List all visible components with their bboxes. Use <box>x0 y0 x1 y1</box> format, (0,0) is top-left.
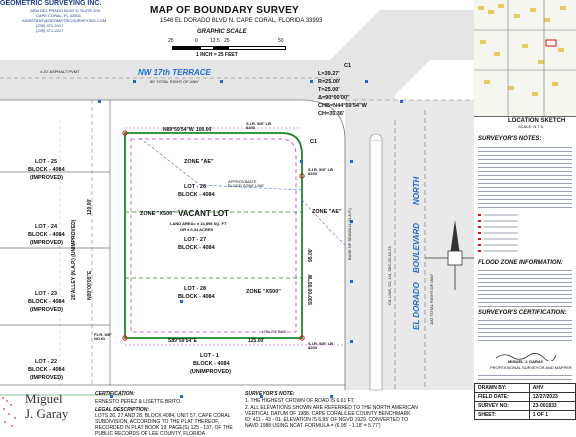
vacant-lot-area: LAND AREA= ± 14,895 SQ. FT <box>170 221 227 226</box>
lot-28-block: BLOCK - 4084 <box>178 294 215 300</box>
bearing-left: N00°00'05"E <box>87 270 93 300</box>
seawall-label: BASE OF SEAWALL (N.A.P.) <box>347 208 352 260</box>
surveyor-note-heading: SURVEYOR'S NOTE: <box>245 391 295 397</box>
road-row-nw17: 50' TOTAL RIGHT-OF-WAY <box>150 79 199 84</box>
left-lot-24-status: (IMPROVED) <box>30 240 63 246</box>
legal-line-1: LOTS 26, 27 AND 28, BLOCK 4084, UNIT 57, CAPE CORAL <box>95 413 231 419</box>
surveyor-notes-body <box>478 144 572 211</box>
surveyor-cert-body <box>478 317 572 344</box>
legal-line-2: SUBDIVISION, ACCORDING TO THE PLAT THEREOF, <box>95 419 220 425</box>
alley-label: 20'ALLEY (N.A.P.) (UNIMPROVED) <box>71 219 77 300</box>
left-lot-24-block: BLOCK - 4084 <box>28 232 65 238</box>
scale-tick: 12.5 <box>210 38 220 44</box>
utility-box-label: UTILITY BOX <box>262 329 287 334</box>
company-address-2: CAPE CORAL, FL 33904 <box>36 13 81 18</box>
drawn-by-value: AHV <box>529 384 575 393</box>
legal-line-4: PUBLIC RECORDS OF LEE COUNTY, FLORIDA <box>95 431 205 437</box>
graphic-scale-note: 1 INCH = 25 FEET <box>196 52 238 58</box>
company-phone-1: (239) 471-2417 <box>36 23 64 28</box>
field-date-value: 12/27/2023 <box>529 393 575 402</box>
vacant-lot-acres: OR ± 0.34 ACRES <box>180 227 214 232</box>
curve-t: T=25.00' <box>318 87 340 93</box>
signature-last: J. Garay <box>25 406 69 421</box>
road-label-eldorado-a: EL DORADO <box>412 282 421 330</box>
curve-chb: CHB=N44°59'54"W <box>318 103 367 109</box>
centerline-label: C/L LINE, S2, 1/4, SEC.32-43-23 <box>387 246 392 305</box>
curve-delta: Δ=90°00'00" <box>318 95 350 101</box>
left-lot-25-status: (IMPROVED) <box>30 175 63 181</box>
company-address-1: 2804 DEL PRADO BLVD S. SUITE 205 <box>30 8 100 13</box>
scale-tick: 25 <box>224 38 230 44</box>
bottom-lot-1-status: (UNIMPROVED) <box>190 369 231 375</box>
bearing-top: N89°59'54"W <box>163 127 194 133</box>
road-median <box>370 140 382 390</box>
surveyor-note-line-2: 2. ALL ELEVATIONS SHOWN ARE REFERRED TO THE NORTH AMERICAN <box>245 405 418 411</box>
field-date-label: FIELD DATE: <box>475 393 530 402</box>
scale-tick: 50 <box>278 38 284 44</box>
bottom-lot-1-block: BLOCK - 4084 <box>193 361 230 367</box>
cert-surveyor-title: PROFESSIONAL SURVEYOR AND MAPPER <box>490 365 572 370</box>
title-block <box>474 383 576 432</box>
company-phone-2: (239) 471-2217 <box>36 28 64 33</box>
company-name: GEOMETRIC SURVEYING INC. <box>0 0 102 7</box>
lot-26-label: LOT - 26 <box>184 184 207 190</box>
left-lot-23-block: BLOCK - 4084 <box>28 299 65 305</box>
curve-r: R=25.00' <box>318 79 341 85</box>
bearing-right-dist: 95.00' <box>308 248 314 262</box>
vacant-lot-title: VACANT LOT <box>178 209 229 218</box>
bottom-lot-1: LOT - 1 <box>200 353 219 359</box>
asphalt-label-1: ± 20' ASPHALT PVMT <box>40 69 80 74</box>
curve-ch: CH=35.36' <box>318 111 345 117</box>
lot-26-block: BLOCK - 4084 <box>178 192 215 198</box>
scale-tick: 0 <box>195 38 198 44</box>
zone-x500-label-2: ZONE "X500" <box>246 289 281 295</box>
surveyor-note-line-1: 1. THE HIGHEST CROWN OF ROAD IS 6.61 FT. <box>245 398 355 404</box>
road-row-eldorado: 100' TOTAL RIGHT-OF-WAY <box>429 273 434 325</box>
road-nw17-terrace <box>0 10 474 100</box>
surveyor-cert-heading: SURVEYOR'S CERTIFICATION: <box>478 310 567 316</box>
curve-l: L=39.27' <box>318 71 340 77</box>
flood-zone-line-label: APPROXIMATE FLOOD ZONE LINE <box>228 179 265 188</box>
road-label-eldorado-c: NORTH <box>412 176 421 205</box>
legal-line-3: RECORDED IN PLAT BOOK 19, PAGE(S) 125 - 137, OF THE <box>95 425 233 431</box>
survey-no-label: SURVEY NO: <box>475 402 530 411</box>
bearing-top-dist: 100.00' <box>196 127 213 133</box>
surveyor-note-line-4: ID: 411 - 43 - 01. ELEVATION IS 6.95' OF NGVD 1929. CONVERTED TO <box>245 417 408 423</box>
cert-surveyor-name: MIGUEL J. GARAY <box>508 359 544 364</box>
property-address: 1546 EL DORADO BLVD N. CAPE CORAL, FLORIDA 33993 <box>160 18 323 24</box>
sheet-label: SHEET: <box>475 411 530 420</box>
map-title: MAP OF BOUNDARY SURVEY <box>150 5 300 16</box>
surveyor-note-line-3: VERTICAL DATUM OF 1988. CAPE CORAL/LEE COUNTY BENCHMARK <box>245 411 411 417</box>
location-sketch-map <box>474 0 576 117</box>
graphic-scale-title: GRAPHIC SCALE <box>197 29 247 35</box>
seal-stamp <box>0 395 22 432</box>
bearing-bottom: S89°59'54"E <box>168 338 197 344</box>
left-lot-25: LOT - 25 <box>35 159 58 165</box>
flood-zone-heading: FLOOD ZONE INFORMATION: <box>478 260 563 266</box>
monument-sir-3: S.I.R. 5/8" LB 8203 <box>308 341 334 350</box>
surveyor-notes-heading: SURVEYOR'S NOTES: <box>478 136 542 142</box>
monument-sir-1: S.I.R. 5/8" LB 8203 <box>246 121 272 130</box>
monument-fir: F.I.R. 5/8" NO.ID <box>94 332 112 341</box>
zone-ae-label: ZONE "AE" <box>184 159 214 165</box>
road-label-eldorado-b: BOULEVARD <box>412 222 421 273</box>
certification-names: ERNESTO PEREZ & LISETTE BRITO. <box>95 399 182 405</box>
sheet-value: 1 OF 1 <box>529 411 575 420</box>
right-panel <box>474 0 576 432</box>
flood-zone-body <box>478 267 572 310</box>
survey-no-value: 23-001833 <box>529 402 575 411</box>
curve-marker-c1: C1 <box>310 139 318 145</box>
zone-x500-label-1: ZONE "X500" <box>140 211 175 217</box>
legal-heading: LEGAL DESCRIPTION: <box>95 407 150 413</box>
drawn-by-label: DRAWN BY: <box>475 384 530 393</box>
monument-sir-2: S.I.R. 5/8" LB 8203 <box>308 167 334 176</box>
signature-first: Miguel <box>25 391 63 406</box>
legend <box>478 212 522 258</box>
left-lot-24: LOT - 24 <box>35 224 58 230</box>
left-lot-22-status: (IMPROVED) <box>30 375 63 381</box>
location-sketch-title: LOCATION SKETCH <box>508 118 566 124</box>
cert-signature-mark <box>494 348 558 358</box>
bearing-bottom-dist: 125.00' <box>248 338 265 344</box>
road-label-nw17: NW 17th TERRACE <box>138 68 211 77</box>
left-lot-23: LOT - 23 <box>35 291 58 297</box>
surveyor-note-line-5: NAVD 1988 USING NCAT. FORMULA = (6.95' - 1.18' = 5.77') <box>245 423 381 429</box>
company-email: ASSISTANT@GEOMETRICSURVEYING.COM <box>22 18 107 23</box>
bearing-left-dist: 120.00' <box>87 198 93 215</box>
scale-tick: 25 <box>168 38 174 44</box>
lot-27-label: LOT - 27 <box>184 237 207 243</box>
certification-heading: CERTIFICATION: <box>95 391 135 397</box>
lot-28-label: LOT - 28 <box>184 286 207 292</box>
left-lot-23-status: (IMPROVED) <box>30 307 63 313</box>
left-lot-25-block: BLOCK - 4084 <box>28 167 65 173</box>
left-lot-22: LOT - 22 <box>35 359 58 365</box>
lot-27-block: BLOCK - 4084 <box>178 245 215 251</box>
bearing-right: S00°00'05"W <box>308 274 314 305</box>
title-block-table <box>474 383 576 420</box>
curve-label: C1 <box>344 63 352 69</box>
zone-ae-label-2: ZONE "AE" <box>312 209 342 215</box>
location-sketch-scale: SCALE: N.T.S. <box>518 124 545 129</box>
setback-line <box>131 139 296 332</box>
left-lot-22-block: BLOCK - 4084 <box>28 367 65 373</box>
